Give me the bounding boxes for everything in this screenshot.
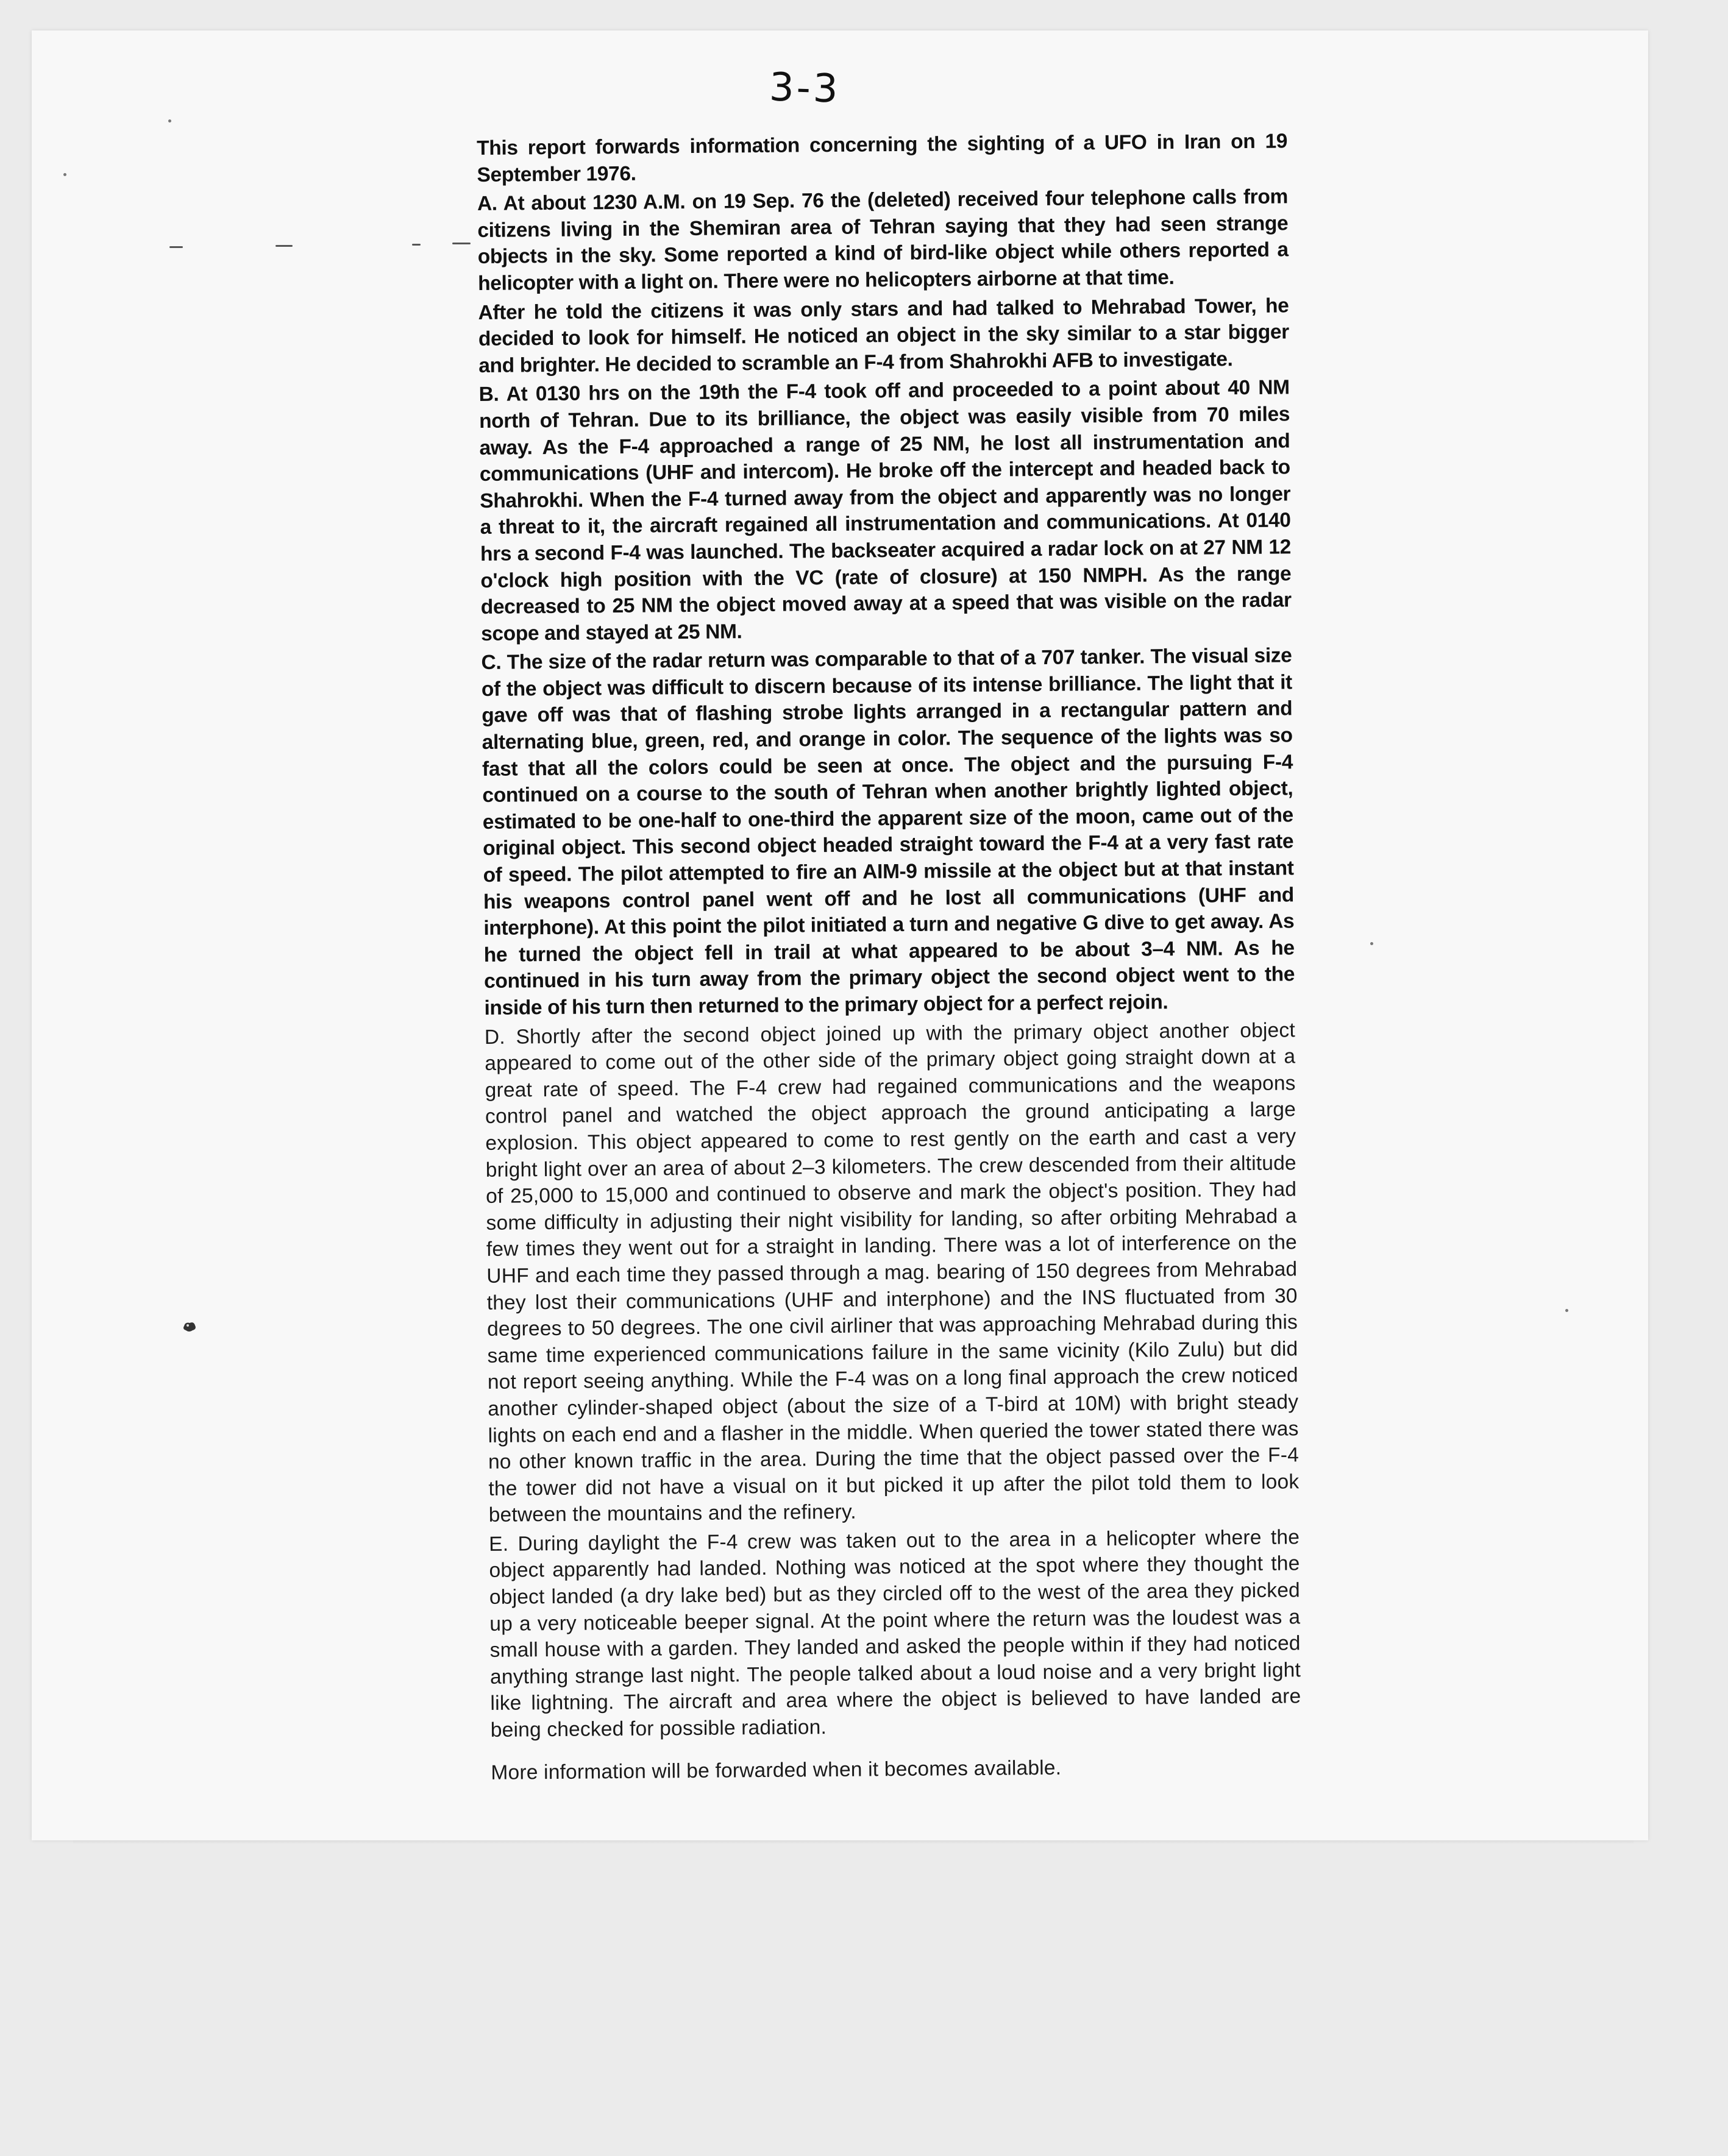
- paragraph-b: B. At 0130 hrs on the 19th the F-4 took off and proceeded to a point about 40 NM north of Tehran. Due to its brilliance, the object was easily visible from 70 miles away. As the F-4 approached a range of 25 NM, he lost all instrumentation and communications (UHF and intercom). He broke off the intercept and headed back to Shahrokhi. When the F-4 turned away from the object and apparently was no longer a threat to it, the aircraft regained all instrumentation and communications. At 0140 hrs a second F-4 was launched. The backseater acquired a radar lock on at 27 NM 12 o'clock high position with the VC (rate of closure) at 150 NMPH. As the range decreased to 25 NM the object moved away at a speed that was visible on the radar scope and stayed at 25 NM.: [478, 376, 1292, 645]
- scan-mark: [412, 244, 421, 246]
- scan-mark: [276, 245, 293, 247]
- paragraph-intro: This report forwards information concerning the sighting of a UFO in Iran on 19 September 1976.: [477, 130, 1288, 186]
- paragraph-a-continued: After he told the citizens it was only stars and had talked to Mehrabad Tower, he decided to look for himself. He noticed an object in the sky similar to a star bigger and brighter. He decided to scramble an F-4 from Shahrokhi AFB to investigate.: [478, 294, 1290, 377]
- paragraph-closing: More information will be forwarded when it becomes available.: [491, 1756, 1062, 1784]
- page-number: 3-3: [769, 65, 841, 112]
- scan-mark: [452, 243, 471, 244]
- paragraph-c: C. The size of the radar return was comparable to that of a 707 tanker. The visual size of the object was difficult to discern because of its intense brilliance. The light that it gave off was that of flashing strobe lights arranged in a rectangular pattern and alternating blue, green, red, and orange in color. The sequence of the lights was so fast that all the colors could be seen at once. The object and the pursuing F-4 continued on a course to the south of Tehran when another brightly lighted object, estimated to be one-half to one-third the apparent size of the moon, came out of the original object. This second object headed straight toward the F-4 at a very fast rate of speed. The pilot attempted to fire an AIM-9 missile at the object but at that instant his weapons control panel went off and he lost all communications (UHF and interphone). At this point the pilot initiated a turn and negative G dive to get away. As he turned the object fell in trail at what appeared to be about 3–4 NM. As he continued in his turn away from the primary object the second object went to the inside of his turn then returned to the primary object for a perfect rejoin.: [481, 644, 1295, 1019]
- scan-mark: [169, 246, 183, 248]
- paragraph-a: A. At about 1230 A.M. on 19 Sep. 76 the (deleted) received four telephone calls from citizens living in the Shemiran area of Tehran saying that they had seen strange objects in the sky. Some reported a kind of bird-like object while others reported a helicopter with a light on. There were no helicopters airborne at that time.: [477, 185, 1289, 295]
- ink-blot: [182, 1320, 197, 1333]
- scan-speck: [63, 173, 66, 176]
- scan-speck: [1565, 1309, 1568, 1312]
- paragraph-d: D. Shortly after the second object joined up with the primary object another object appeared to come out of the other side of the primary object going straight down at a great rate of speed. The F-4 crew had regained communications and the weapons control panel and watched the object approach the ground anticipating a large explosion. This object appeared to come to rest gently on the earth and cast a very bright light over an area of about 2–3 kilometers. The crew descended from their altitude of 25,000 to 15,000 and continued to observe and mark the object's position. They had some difficulty in adjusting their night visibility for landing, so after orbiting Mehrabad a few times they went out for a straight in landing. There was a lot of interference on the UHF and each time they passed through a mag. bearing of 150 degrees from Mehrabad they lost their communications (UHF and interphone) and the INS fluctuated from 30 degrees to 50 degrees. The one civil airliner that was approaching Mehrabad during this same time experienced communications failure in the same vicinity (Kilo Zulu) but did not report seeing anything. While the F-4 was on a long final approach the crew noticed another cylinder-shaped object (about the size of a T-bird at 10M) with bright steady lights on each end and a flasher in the middle. When queried the tower stated there was no other known traffic in the area. During the time that the object passed over the F-4 the tower did not have a visual on it but picked it up after the pilot told them to look between the mountains and the refinery.: [484, 1018, 1300, 1527]
- scan-speck: [1370, 942, 1373, 945]
- report-body: [477, 128, 1302, 1789]
- scan-speck: [168, 119, 171, 122]
- paragraph-e: E. During daylight the F-4 crew was taken out to the area in a helicopter where the object apparently had landed. Nothing was noticed at the spot where they thought the object landed (a dry lake bed) but as they circled off to the west of the area they picked up a very noticeable beeper signal. At the point where the return was the loudest was a small house with a garden. They landed and asked the people within if they had noticed anything strange last night. The people talked about a loud noise and a very bright light like lightning. The aircraft and area where the object is believed to have landed are being checked for possible radiation.: [489, 1526, 1301, 1742]
- page-bottom-edge: [73, 1840, 1634, 1844]
